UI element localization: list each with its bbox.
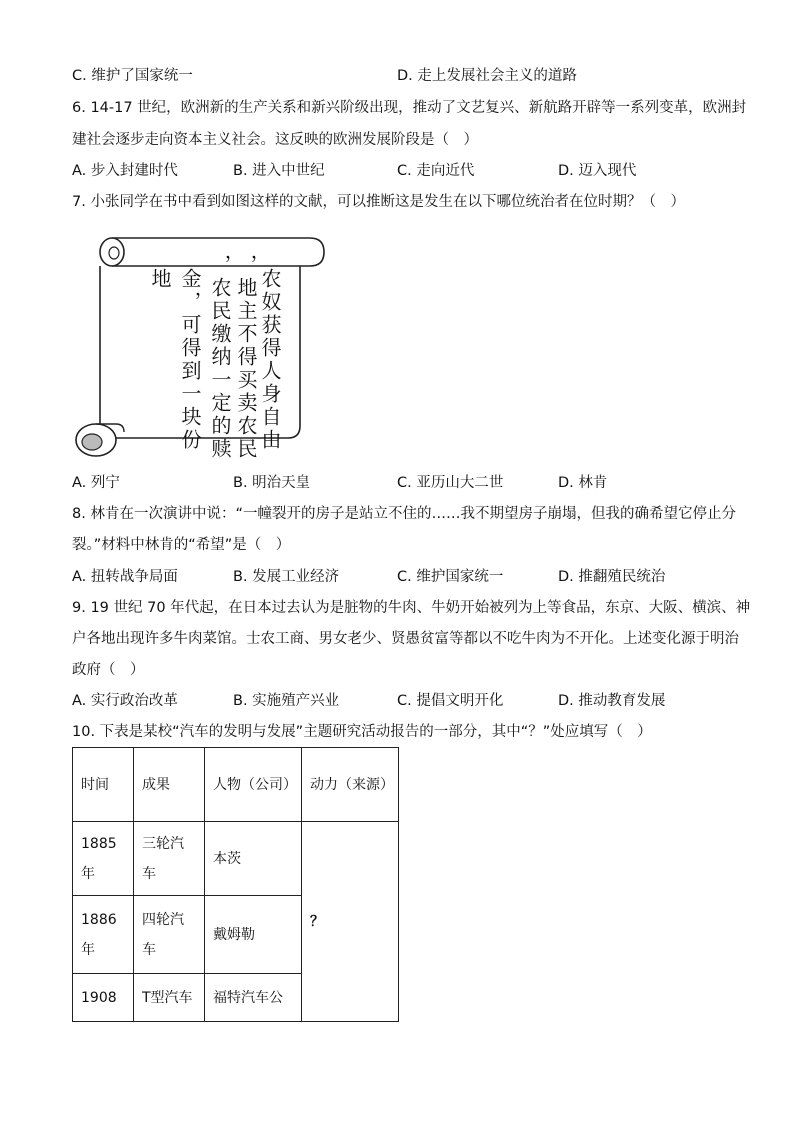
q8-option-a: A. 扭转战争局面 <box>72 569 178 585</box>
table-cell: T型汽车 <box>134 974 205 1022</box>
q9-stem-line-2: 户各地出现许多牛肉菜馆。士农工商、男女老少、贤愚贫富等都以不吃牛肉为不开化。上述变化源于明治 <box>72 631 739 647</box>
q8-option-d: D. 推翻殖民统治 <box>558 569 666 585</box>
table-cell: 三轮汽车 <box>134 822 205 896</box>
table-cell: 1886年 <box>73 896 134 974</box>
car-history-table <box>72 747 399 1022</box>
q6-option-a: A. 步入封建时代 <box>72 163 178 179</box>
q6-stem-line-1: 6. 14-17 世纪，欧洲新的生产关系和新兴阶级出现，推动了文艺复兴、新航路开辟等一系列变革，欧洲封 <box>72 100 747 116</box>
table-header-cell: 人物（公司） <box>205 748 302 822</box>
q6-option-c: C. 走向近代 <box>397 163 475 179</box>
q8-stem-line-1: 8. 林肯在一次演讲中说：“一幢裂开的房子是站立不住的……我不期望房子崩塌，但我的确希望它停止分 <box>72 506 736 522</box>
scroll-document-figure <box>72 230 328 462</box>
table-header-cell: 成果 <box>134 748 205 822</box>
q7-option-a: A. 列宁 <box>72 475 120 491</box>
q7-option-d: D. 林肯 <box>558 475 608 491</box>
table-cell: 戴姆勒 <box>205 896 302 974</box>
q10-stem: 10. 下表是某校“汽车的发明与发展”主题研究活动报告的一部分，其中“？”处应填写（ ） <box>72 724 652 740</box>
q9-stem-line-3: 政府（ ） <box>72 662 145 678</box>
table-row <box>73 822 399 896</box>
table-header-cell: 动力（来源） <box>302 748 399 822</box>
q8-option-c: C. 维护国家统一 <box>397 569 504 585</box>
table-cell: 1908 <box>73 974 134 1022</box>
table-cell: 本茨 <box>205 822 302 896</box>
q7-stem: 7. 小张同学在书中看到如图这样的文献，可以推断这是发生在以下哪位统治者在位时期？（ ） <box>72 194 685 210</box>
q8-option-b: B. 发展工业经济 <box>233 569 340 585</box>
table-cell: 1885年 <box>73 822 134 896</box>
scroll-text-col-1: 农奴获得人身自由 <box>258 268 282 452</box>
table-header-row <box>73 748 399 822</box>
q7-option-c: C. 亚历山大二世 <box>397 475 504 491</box>
q5-option-d: D. 走上发展社会主义的道路 <box>397 68 577 84</box>
table-cell: 福特汽车公 <box>205 974 302 1022</box>
q6-stem-line-2: 建社会逐步走向资本主义社会。这反映的欧洲发展阶段是（ ） <box>72 132 478 148</box>
q7-option-b: B. 明治天皇 <box>233 475 311 491</box>
q6-option-d: D. 迈入现代 <box>558 163 637 179</box>
scroll-text-col-2: ，地主不得买卖农民 <box>234 254 258 461</box>
q5-option-c: C. 维护了国家统一 <box>72 68 193 84</box>
q9-option-c: C. 提倡文明开化 <box>397 693 504 709</box>
q9-stem-line-1: 9. 19 世纪 70 年代起，在日本过去认为是脏物的牛肉、牛奶开始被列为上等食品，东京、大阪、横滨、神 <box>72 600 751 616</box>
q6-option-b: B. 进入中世纪 <box>233 163 325 179</box>
q8-stem-line-2: 裂。”材料中林肯的“希望”是（ ） <box>72 537 291 553</box>
scroll-text-col-3: ，农民缴纳一定的赎 <box>208 254 232 461</box>
scroll-text-col-4: 金，可得到一块份 <box>178 268 202 452</box>
q9-option-a: A. 实行政治改革 <box>72 693 178 709</box>
q9-option-b: B. 实施殖产兴业 <box>233 693 340 709</box>
table-cell: 四轮汽车 <box>134 896 205 974</box>
unknown-answer-cell: ？ <box>302 822 399 1022</box>
table-header-cell: 时间 <box>73 748 134 822</box>
scroll-text-col-5: 地 <box>148 268 172 291</box>
q9-option-d: D. 推动教育发展 <box>558 693 666 709</box>
